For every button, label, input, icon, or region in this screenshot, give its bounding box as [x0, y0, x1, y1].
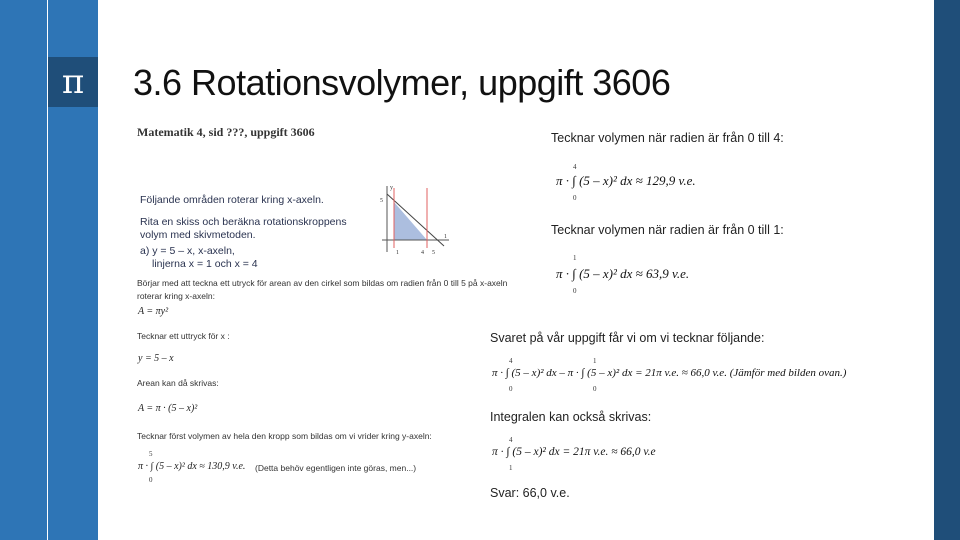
rotation-sketch-figure — [374, 180, 454, 260]
shaded-region — [394, 202, 427, 240]
final-answer: Svar: 66,0 v.e. — [490, 486, 570, 500]
volume-lower-limit: 0 — [149, 476, 153, 484]
work-intro-1: Börjar med att teckna ett utryck för arean av den cirkel som bildas om radien från 0 till 5 på x-axeln — [137, 278, 508, 288]
answer-limit-2-upper: 1 — [593, 357, 597, 365]
x-tick-5: 5 — [432, 250, 435, 256]
area-formula: A = πy² — [138, 306, 169, 317]
express-x-label: Tecknar ett uttryck för x : — [137, 331, 230, 341]
volume-first-label: Tecknar först volymen av hela den kropp som bildas om vi vrider kring y-axeln: — [137, 431, 432, 441]
answer-limit-1-upper: 4 — [509, 357, 513, 365]
x-tick-1: 1 — [396, 250, 399, 256]
slide-title: 3.6 Rotationsvolymer, uppgift 3606 — [133, 62, 671, 103]
integral-lower-limit: 1 — [509, 464, 513, 472]
r1-lower-limit: 0 — [573, 194, 577, 202]
r2-upper-limit: 1 — [573, 254, 577, 262]
x-axis-end-label: 1 — [444, 234, 447, 240]
y-axis-label: y — [390, 185, 393, 191]
r2-lower-limit: 0 — [573, 287, 577, 295]
answer-limit-1-lower: 0 — [509, 385, 513, 393]
area-can-label: Arean kan då skrivas: — [137, 378, 219, 388]
task-line-4: a) y = 5 – x, x-axeln, — [140, 245, 235, 257]
radius-0-4-label: Tecknar volymen när radien är från 0 till 4: — [551, 131, 784, 145]
radius-0-4-expression: π · ∫ (5 – x)² dx ≈ 129,9 v.e. — [556, 173, 696, 188]
volume-upper-limit: 5 — [149, 450, 153, 458]
integral-intro: Integralen kan också skrivas: — [490, 410, 652, 424]
radius-0-1-label: Tecknar volymen när radien är från 0 till 1: — [551, 223, 784, 237]
radius-0-1-expression: π · ∫ (5 – x)² dx ≈ 63,9 v.e. — [556, 266, 690, 281]
work-intro-2: roterar kring x-axeln: — [137, 291, 215, 301]
x-tick-4: 4 — [421, 250, 424, 256]
volume-note: (Detta behöv egentligen inte göras, men...) — [255, 463, 417, 473]
task-line-3: volym med skivmetoden. — [140, 229, 256, 241]
right-accent-bar — [934, 0, 960, 540]
task-line-1: Följande områden roterar kring x-axeln. — [140, 194, 324, 206]
y-equation: y = 5 – x — [138, 353, 174, 364]
task-line-2: Rita en skiss och beräkna rotationskroppens — [140, 216, 347, 228]
integral-upper-limit: 4 — [509, 436, 513, 444]
integral-expression: π · ∫ (5 – x)² dx = 21π v.e. ≈ 66,0 v.e — [492, 446, 656, 458]
answer-limit-2-lower: 0 — [593, 385, 597, 393]
r1-upper-limit: 4 — [573, 163, 577, 171]
textbook-heading: Matematik 4, sid ???, uppgift 3606 — [137, 125, 315, 139]
answer-expression: π · ∫ (5 – x)² dx – π · ∫ (5 – x)² dx = 21π v.e. ≈ 66,0 v.e. (Jämför med bilden ovan.) — [492, 367, 847, 379]
area-expression: A = π · (5 – x)² — [138, 403, 198, 414]
volume-expression: π · ∫ (5 – x)² dx ≈ 130,9 v.e. — [138, 461, 246, 472]
answer-intro: Svaret på vår uppgift får vi om vi tecknar följande: — [490, 331, 765, 345]
y-tick-5: 5 — [380, 198, 383, 204]
pi-logo-icon: π — [48, 57, 98, 107]
task-line-5: linjerna x = 1 och x = 4 — [152, 258, 258, 270]
